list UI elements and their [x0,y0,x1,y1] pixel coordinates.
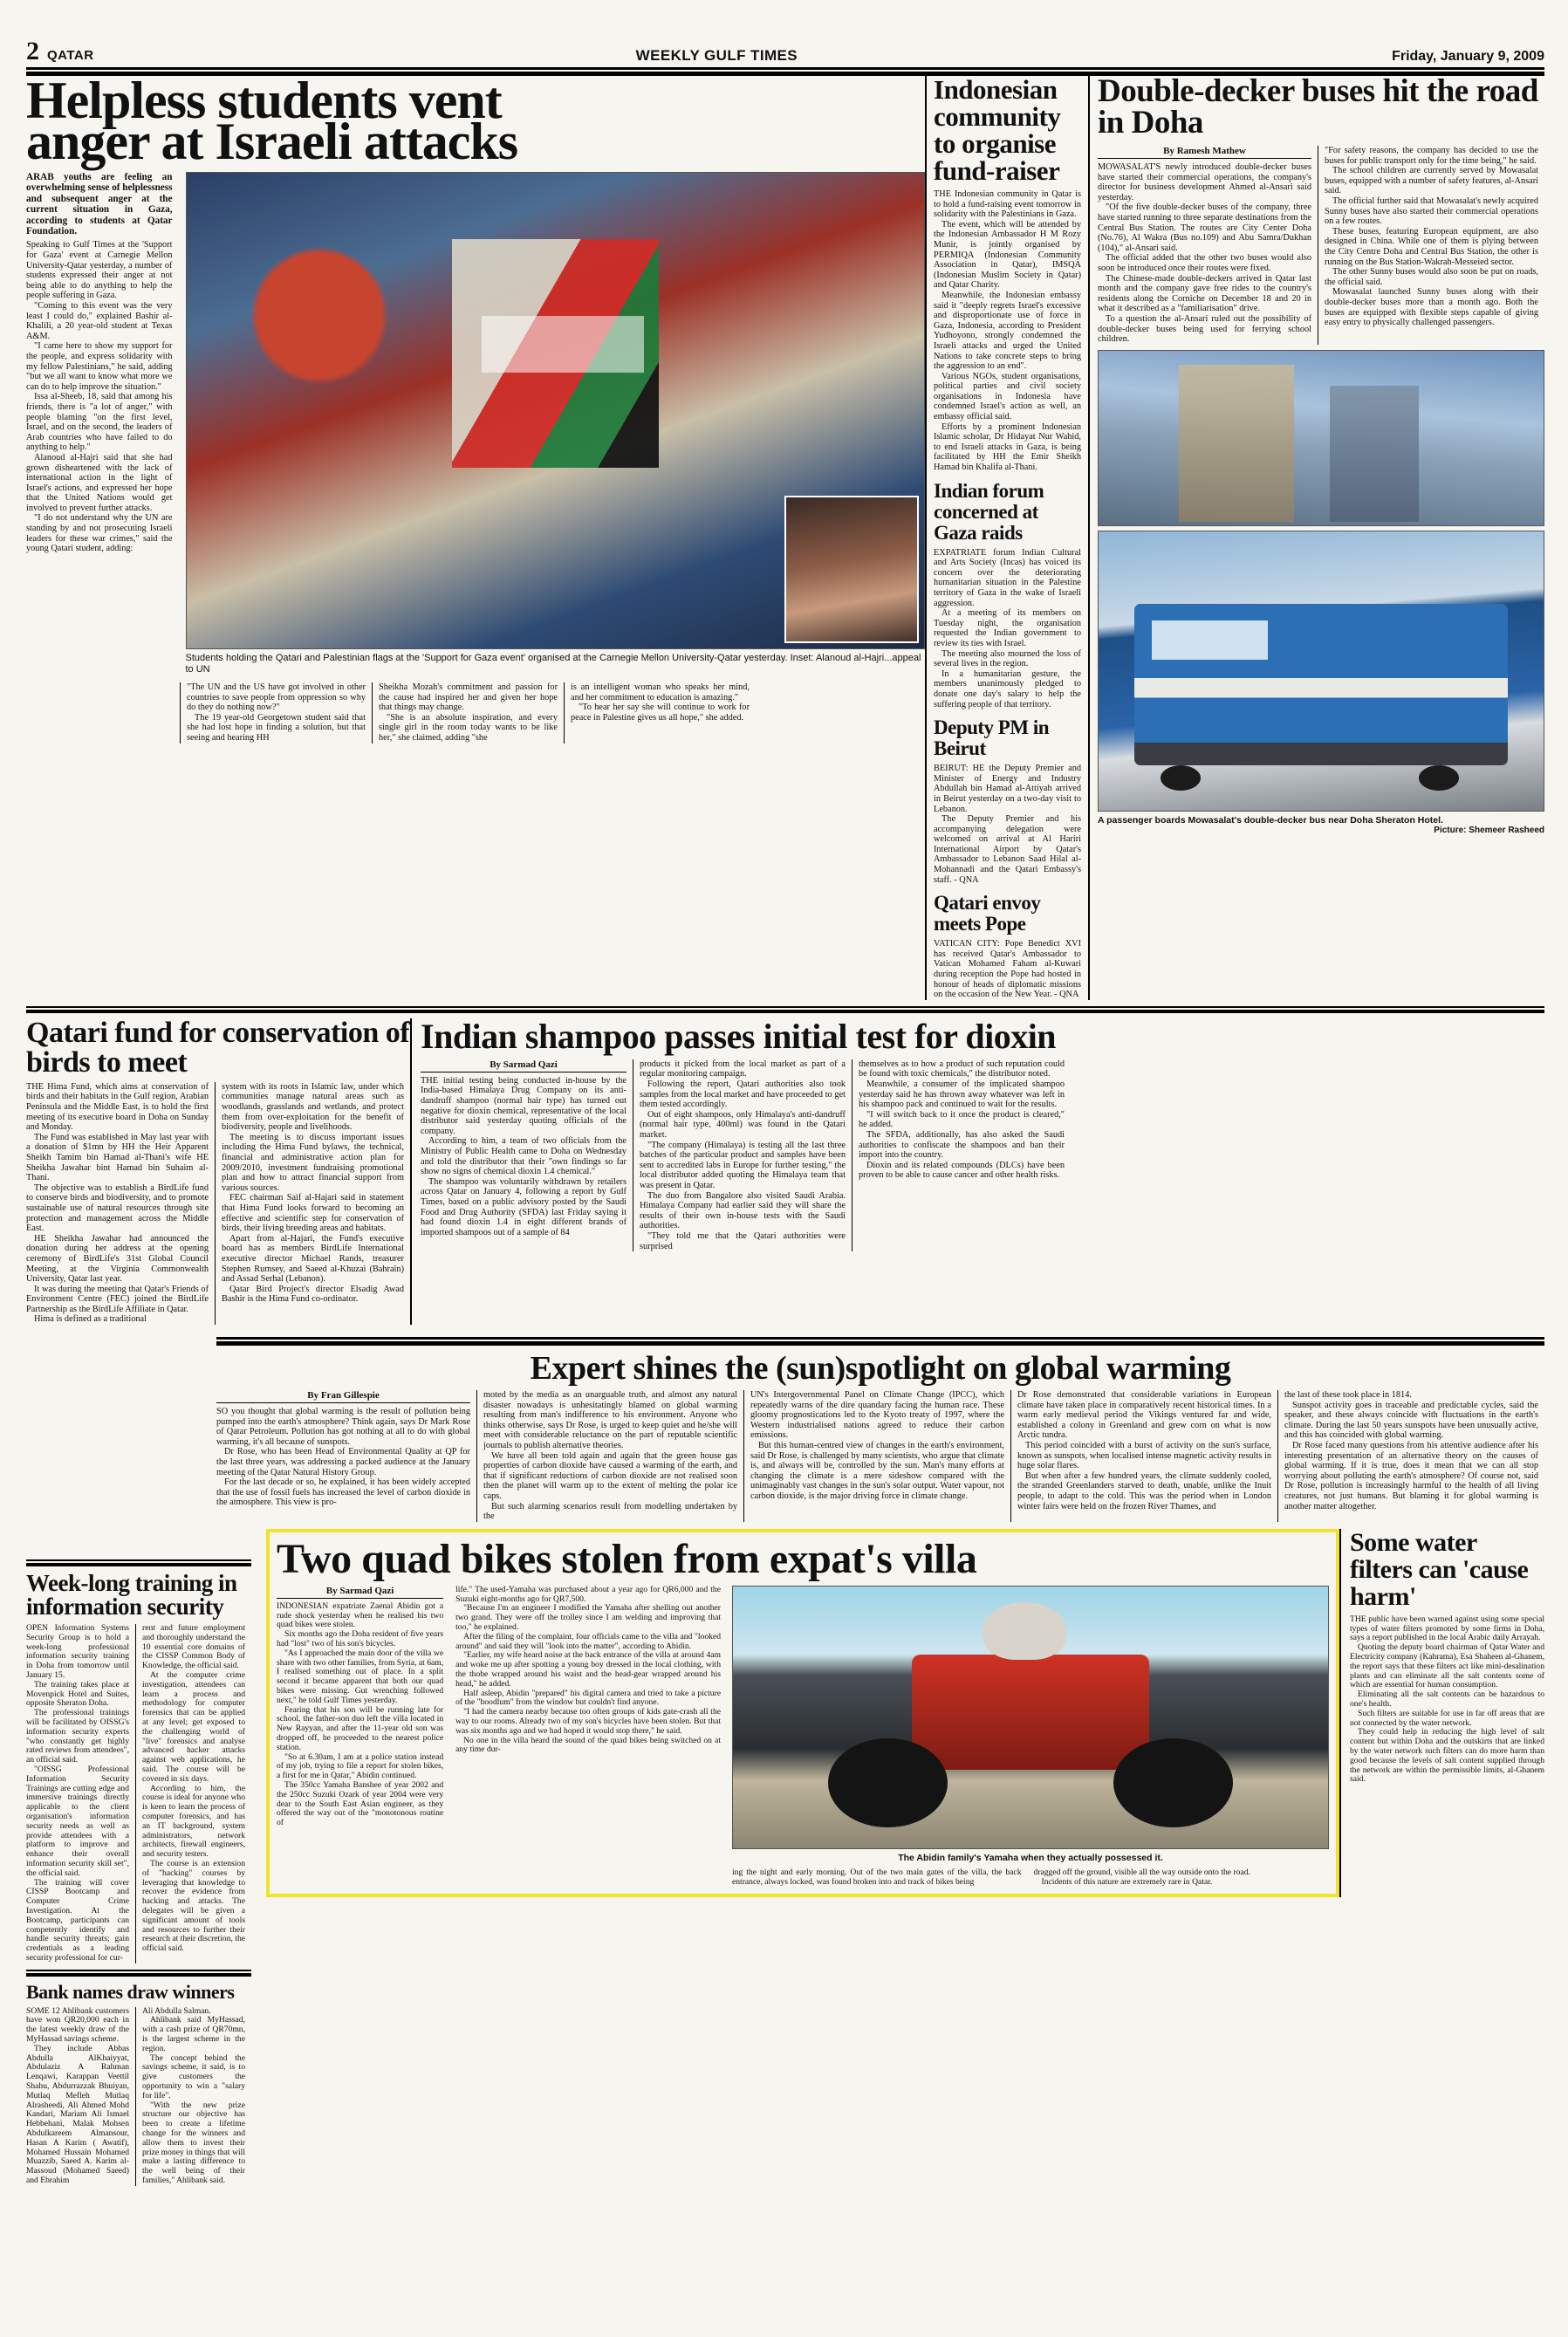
indonesian-body: THE Indonesian community in Qatar is to hold a fund-raising event tomorrow in solidarity with the Palestinians in Gaza. The event, which will be attended by the Indonesian Ambassador H M Rozy Munir, is jointly organised by PERMIQA (Indonesian Community Association in Qatar), IMSQA (Indonesian Muslim Society in Qatar) and Qatar Charity. Meanwhile, the Indonesian embassy said it "deeply regrets Israel's excessive and disproportionate use of force in Gaza, Indonesia, according to President Yudhoyono, strongly condemned the Israeli attacks and urged the United Nations to take concrete steps to bring the aggression to an end". Various NGOs, student organisations, political parties and civil society organisations in Indonesia have condemned Israel's action as well, an embassy official said. Efforts by a prominent Indonesian Islamic scholar, Dr Hidayat Nur Wahid, to end Israeli attacks in Gaza, is being facilitated by HH the Emir Sheikh Hamad bin Khalifa al-Thani. [934,189,1081,473]
water-body: THE public have been warned against using some special types of water filters promoted by some firms in Doha, says a report published in the local Arabic daily Arrayah. Quoting the deputy board chairman of Qatar Water and Electricity company (Kahrama), Esa Shaheen al-Ghanem, the report says that these filters act like mini-desalination plants and can eliminate all the salt contents some of which are essential for human consumption. Eliminating all the salt contents can be hazardous to one's health. Such filters are suitable for use in far off areas that are not connected by the water network. They could help in reducing the high level of salt content but within Doha and the outskirts that are linked by the water network such filters can do more harm than good because the levels of salt content supplied through the network are within the permissible limits, al-Ghanem said. [1350,1614,1544,1785]
lead-col-4: is an intelligent woman who speaks her mind, and her commitment to education is amazing." "To hear her say she will continue to work for peace in Palestine gives us all hope," she added. [564,682,756,744]
inset-portrait-photo [784,496,919,643]
section-label: QATAR [47,48,94,63]
birds-col-1: THE Hima Fund, which aims at conservation of birds and their habitats in the Gulf region, Arabian Peninsula and the Middle East, is to hold the first meeting of its executive board in Doha on Sunday and Monday. The Fund was established in May last year with a donation of $1mn by HH the Heir Apparent Sheikh Tamim bin Hamad al-Thani's wife HE Sheikha Jawahar bint Hamad bin Suhaim al-Thani. The objective was to establish a BirdLife fund to conserve birds and biodiversity, and to promote sustainable use of natural resources through site protection and management across the Middle East. HE Sheikha Jawahar had announced the donation during her address at the opening ceremony of BirdLife's 31st Global Council Meeting, at the Virginia Commonwealth University, Qatar last year. It was during the meeting that Qatar's Friends of Environment Centre (FEC) joined the BirdLife Partnership as the BirdLife Affiliate in Qatar. Hima is defined as a traditional [26,1081,209,1325]
sidebar-column [925,76,1088,1000]
bus-wheel-rear [1419,765,1459,791]
shampoo-col-2: products it picked from the local market as part of a regular monitoring campaign. Following the report, Qatari authorities also took samples from the local market and have proceeded to get them tested accordingly. Out of eight shampoos, only Himalaya's anti-dandruff (normal hair type, 400ml) was found in the Qatari market. "The company (Himalaya) is testing all the last three batches of the particular product and samples have been sent to accredited labs in Europe for further testing," the local distributor added quoting the Himalaya team that was present in Qatar. The duo from Bangalore also visited Saudi Arabia. Himalaya Company had earlier said they will share the results of their own in-house tests with the Saudi authorities. "They told me that the Qatari authorities were surprised [633,1059,852,1251]
bus-photo-credit: Picture: Shemeer Rasheed [1434,825,1544,835]
warming-col-3: UN's Intergovernmental Panel on Climate Change (IPCC), which repeatedly warns of the dire quandary facing the human race. These gloomy prognostications led to the Kyoto treaty of 1997, where the Western industrialised nations agreed to reduce their carbon emissions. But this human-centred view of changes in the earth's environment, said Dr Rose, is challenged by many scientists, who argue that climate is, and always will be, controlled by the sun. Man's many efforts at changing the climate is a mere sideshow compared with the unimaginably vast changes in the sun's solar output. Water vapour, not carbon dioxide, is the major driving force in climate change. [743,1390,1010,1522]
training-col-1: OPEN Information Systems Security Group is to hold a week-long professional information security training in Doha from tomorrow until January 15. The training takes place at Movenpick Hotel and Suites, opposite Sheraton Doha. The professional trainings will be facilitated by OISSG's information security experts "who constantly get highly rated reviews from attendees", an official said. "OISSG Professional Information Security Trainings are cutting edge and immersive trainings directly applicable to the client organisation's information security needs as well as provide attendees with a platform to improve and enhance their overall information security skill set", the official said. The training will cover CISSP Bootcamp and Computer Crime Investigation. At the Bootcamp, participants can competently identify and handle security threats; gain credentials as a leading security professional for cur- [26,1623,129,1963]
bus-window-shape [1152,620,1268,660]
deputy-pm-headline: Deputy PM in Beirut [934,716,1049,760]
tower-building-shape [1179,365,1295,522]
warming-rule [216,1337,1544,1346]
bottom-block [26,1529,1544,1898]
shampoo-col-3: themselves as to how a product of such reputation could be found with toxic chemicals," the distributor noted. Meanwhile, a consumer of the implicated shampoo yesterday said he has thrown away whatever was left in his shampoo pack and continued to wait for the results. "I will switch back to it once the product is cleared," he added. The SFDA, additionally, has also asked the Saudi authorities to confiscate the shampoos and ban their import into the country. Dioxin and its related compounds (DLCs) have been proven to be able to cause cancer and other health risks. [852,1059,1071,1251]
qatari-envoy-headline: Qatari envoy meets Pope [934,892,1041,935]
double-decker-bus-photo [1098,531,1544,812]
left-rail [26,1553,251,2186]
warming-col-5: the last of these took place in 1814. Sunspot activity goes in traceable and predictable cycles, said the speaker, and these always coincide with fluctuations in the earth's climate. During the last 50 years sunspots have been unusually active, and this has coincided with global warming. Dr Rose faced many questions from his attentive audience after his interesting presentation of an alternative theory on the causes of global warming. If it is true, does it mean that we can all stop worrying about polluting the earth's atmosphere? Of course not, said Dr Rose, pollution is increasingly harmful to the health of all living creatures, not just humans. But blaming it for global warming is another matter altogether. [1277,1390,1544,1522]
shampoo-byline: By Sarmad Qazi [421,1059,627,1073]
flag-banner-text [482,316,644,373]
indian-forum-headline: Indian forum concerned at Gaza raids [934,479,1044,544]
indian-forum-body: EXPATRIATE forum Indian Cultural and Arts Society (Incas) has voiced its concern over the deteriorating humanitarian situation in the Palestine territory of Gaza in the wake of Israeli aggression. At a meeting of its members on Tuesday night, the organisation requested the Indian government to review its ties with Israel. The meeting also mourned the loss of several lives in the region. In a humanitarian gesture, the members unanimously pledged to donate one day's salary to help the suffering people of that territory. [934,547,1081,709]
double-decker-story [1088,73,1544,1000]
warming-headline: Expert shines the (sun)spotlight on global warming [530,1350,1231,1388]
lead-photo [186,172,926,649]
quad-photo-wrap [727,1586,1329,1888]
training-headline: Week-long training in information security [26,1570,237,1620]
birds-col-2: system with its roots in Islamic law, under which communities manage natural areas such as woodlands, grasslands and wetlands, and protect them from over-exploitation for the benefit of biodiversity, people and livelihoods. The meeting is to discuss important issues including the Hima Fund bylaws, the technical, financial and administrative action plan for 2009/2010, investment fundraising promotional plan and how to attract financial support from various sources. FEC chairman Saif al-Hajari said in statement that Hima Fund looks forward to becoming an effective and scientific step for conservation of birds, their living breeding areas and habitats. Apart from al-Hajari, the Fund's executive board has as members BirdLife International executive director Michael Rands, treasurer Stephen Rumsey, and Saeed al-Khuzai (Bahrain) and Assad Serhal (Lebanon). Qatar Bird Project's director Elsadig Awad Bashir is the Hima Fund co-ordinator. [215,1082,410,1325]
double-decker-headline: Double-decker buses hit the road in Doha [1098,73,1538,140]
lead-story [26,72,925,1000]
rider-helmet [983,1602,1065,1660]
quad-byline: By Sarmad Qazi [277,1586,443,1599]
quad-wheel-right [1113,1738,1232,1827]
bank-col-2: Ali Abdulla Salman. Ahlibank said MyHassad, with a cash prize of QR70mn, is the largest scheme in the region. The concept behind the savings scheme, it said, is to give customers the opportunity to win a "salary for life". "With the new prize structure our objective has been to create a lifetime change for the winners and allow them to invest their prize money in things that will make a lasting difference to the well being of their families," Ahlibank said. [135,2007,251,2186]
quad-body-shape [912,1655,1150,1770]
tower-photo [1098,350,1544,526]
quad-wheel-left [828,1738,947,1827]
publication-title: WEEKLY GULF TIMES [635,47,798,64]
bus-wheel-front [1161,765,1201,791]
section-rule-1 [26,1006,1544,1013]
bank-headline: Bank names draw winners [26,1980,235,2003]
warming-col-2: moted by the media as an unarguable truth, and almost any natural disaster nowadays is unhesitatingly blamed on global warming resulting from man's indifference to his environment. Anyone who thinks otherwise, says Dr Rose, is urged to keep quiet and he/she will meet with considerable reluctance on the part of reputable scientific journals to publish alternative theories. We have all been told again and again that the green house gas properties of carbon dioxide have caused a warming of the earth, and that if significant reductions of carbon dioxide are not realised soon then the planet will warm up to the extent of melting the polar ice caps. But such alarming scenarios result from modelling undertaken by the [476,1390,743,1522]
warming-col-1: By Fran Gillespie SO you thought that global warming is the result of pollution being pumped into the earth's atmosphere? Think again, says Dr Mark Rose of Qatar Petroleum. Pollution has got nothing at all to do with global warming, it's all because of sunspots. Dr Rose, who has been Head of Environmental Quality at QP for the last three years, was addressing a packed audience at the January meeting of the Qatar Natural History Group. For the last decade or so, he explained, it has been widely accepted that the use of fossil fuels has increased the level of carbon dioxide in the atmosphere. This view is pro- [216,1390,470,1508]
deputy-pm-body: BEIRUT: HE the Deputy Premier and Minister of Energy and Industry Abdullah bin Hamad al-Attiyah arrived in Beirut yesterday on a two-day visit to Lebanon. The Deputy Premier and his accompanying delegation were welcomed on arrival at Al Hariri International Airport by Qatar's Ambassador to Lebanon Saad Hilal al-Mohannadi and the Qatari Embassy's staff. - QNA [934,764,1081,885]
lead-photo-caption: Students holding the Qatari and Palestinian flags at the 'Support for Gaza event' organised at the Carnegie Mellon University-Qatar yesterday. Inset: Alanoud al-Hajri...appeal to UN [185,653,921,675]
quad-bike-photo [732,1586,1329,1849]
indonesian-headline: Indonesian community to organise fund-raiser [934,74,1061,186]
middle-block [26,1018,1544,1325]
bank-rule [26,1970,251,1977]
qatari-envoy-body: VATICAN CITY: Pope Benedict XVI has received Qatar's Ambassador to Vatican Mohamed Faham al-Kuwari during reception the Pope had hosted in honour of heads of diplomatic missions on the occasion of the New Year. - QNA [934,939,1081,1000]
warming-col-4: Dr Rose demonstrated that considerable variations in European climate have taken place in comparatively recent historical times. In a warm early medieval period the Vikings ventured far and wide, established a colony in Greenland and grew corn on what is now Arctic tundra. This period coincided with a burst of activity on the sun's surface, known as sunspots, when localised intense magnetic activity results in huge solar flares. But when after a few hundred years, the climate suddenly cooled, the stranded Greenlanders starved to death, unable, unlike the Inuit people, to adapt to the cold. This was the period when in London winter fairs were held on the frozen River Thames, and [1010,1390,1277,1522]
warming-byline: By Fran Gillespie [216,1390,470,1403]
lead-paragraph: ARAB youths are feeling an overwhelming sense of helplessness and subsequent anger at the current situation in Gaza, according to students at Qatar Foundation. [26,172,173,237]
lead-col1-text: Speaking to Gulf Times at the 'Support for Gaza' event at Carnegie Mellon University-Qatar yesterday, a number of students expressed their anger at not being able to do anything to help the people suffering in Gaza. "Coming to this event was the very least I could do," explained Bashir al-Khalili, a 20 year-old student at Texas A&M. "I came here to show my support for the people, and express solidarity with my fellow Palestinians," he said, adding "but we all want to know what more we can do to help improve the situation." Issa al-Sheeb, 18, said that among his friends, there is "a lot of anger," with people blaming "on the first level, Israel, and on the second, the leaders of Arab countries who have failed to do anything to help." Alanoud al-Hajri said that she had grown disheartened with the lack of international action in the light of Israel's actions, and expressed her hope that the United Nations would get involved to prevent further attacks. "I do not understand why the UN are standing by and not prosecuting Israeli leaders for these war crimes," said the young Qatari student, adding: [26,240,173,554]
quad-photo-caption: The Abidin family's Yamaha when they actually possessed it. [898,1852,1163,1863]
shampoo-headline: Indian shampoo passes initial test for dioxin [421,1016,1057,1056]
double-decker-col-2: "For safety reasons, the company has decided to use the buses for public transport only for the time being," he said. The school children are currently served by Mowasalat buses, equipped with a number of safety features, al-Ansari said. The official further said that Mowasalat's newly acquired Sunny buses have also started their commercial operations on a few routes. These buses, featuring European equipment, are also designed in China. While one of them is plying between the City Centre Doha and Central Bus Station, the other is running on the Bus Station-Wakrah-Messeied sector. The other Sunny buses would also soon be put on roads, the official said. Mowasalat launched Sunny buses along with their double-decker buses more than a month ago. Both the buses are equipped with flexible steps capable of giving easy entry to physically challenged passengers. [1318,146,1544,345]
lead-headline-line1: Helpless students vent [26,72,502,129]
masthead-left [26,38,94,65]
tower-building-shape-2 [1330,386,1419,522]
quad-headline: Two quad bikes stolen from expat's villa [277,1535,977,1582]
lead-col-2: "The UN and the US have got involved in other countries to save people from oppression so why do they do nothing now?" The 19 year-old Georgetown student said that she had lost hope in finding a solution, but that seeing and hearing HH [180,682,372,744]
bank-col-1: SOME 12 Ahlibank customers have won QR20,000 each in the latest weekly draw of the MyHassad savings scheme. They include Abbas Abdulla AlKhaiyyat, Abdulaziz A Rahman Lenqawi, Karappan Veettil Shahu, Abdurrazzak Bhuiyan, Mutlaq Mefleh Mutlaq Alrasheedi, Ali Ahmed Mohd Kandari, Mariam Ali Ismael Hebbehani, Malak Mohsen Abdulkareem Almansour, Hasan A Karim ( Awatif), Mohamed Hussain Mohamed Muazzib, Saeed A. Karim al-Massoud (Mohamed Saeed) and Ebrahim [26,2005,129,2186]
lead-headline-line2: anger at Israeli attacks [26,113,518,170]
quad-col-2: life." The used-Yamaha was purchased about a year ago for QR6,000 and the Suzuki eight-months ago for QR7,500. "Because I'm an engineer I modified the Yamaha after shelling out another two grand. They were off the trolley since I am welding and improving that too," he explained. After the filing of the complaint, four officials came to the villa and "looked around" and said they will "look into the matter", according to Abidin. "Earlier, my wife heard noise at the back entrance of the villa at around 4am and woke me up after spotting a young boy dressed in the local clothing, with the thobe wrapped around his waist and the head-gear wrapped around his head," he added. Half asleep, Abidin "prepared" his digital camera and tried to take a picture of the "hoodlum" from the window but couldn't find anyone. "I had the camera nearby because too often groups of kids gate-crash all the way to our rooms. Already two of my son's bicycles have been stolen. But that was six months ago and we had hoped it would stop there," he said. No one in the villa heard the sound of the quad bikes being switched on at any time dur- [455,1584,721,1755]
issue-date: Friday, January 9, 2009 [1392,49,1544,64]
quad-col-3: ing the night and early morning. Out of the two main gates of the villa, the back entrance, always locked, was found broken into and track of bikes being [732,1867,1022,1887]
warming-left-gutter [26,1330,216,1522]
water-headline: Some water filters can 'cause harm' [1350,1527,1529,1611]
water-story [1339,1529,1544,1898]
bus-photo-caption: A passenger boards Mowasalat's double-decker bus near Doha Sheraton Hotel. [1098,814,1443,826]
double-decker-byline: By Ramesh Mathew [1098,146,1311,159]
birds-story [26,1018,410,1325]
lead-col-1 [26,172,179,675]
training-rule [26,1559,251,1566]
masthead [26,35,1544,65]
training-col-2: rent and future employment and thoroughly understand the 10 essential core domains of the CISSP Common Body of Knowledge, the official said. At the computer crime investigation, attendees can learn a process and methodology for computer forensics that can be applied at any level; get exposed to the challenging world of "live" forensics and analyse advanced hacker attacks against web applications, he said. The course will be covered in six days. According to him, the course is ideal for anyone who is keen to learn the process of computer forensics, and has an IT background, system administrators, network architects, firewall engineers, and security testers. The course is an extension of "hacking" courses by leveraging that knowledge to recover the evidence from hacking and attacks. The delegates will be given a significant amount of tools and resources to further their research at their discretion, the official said. [135,1624,251,1963]
shampoo-story [410,1018,1071,1325]
top-block [26,72,1544,1000]
page-number: 2 [26,37,39,65]
quad-col-1: By Sarmad Qazi INDONESIAN expatriate Zaenal Abidin got a rude shock yesterday when he realised his two quad bikes were stolen. Six months ago the Doha resident of five years had "lost" two of his son's bicycles. "As I approached the main door of the villa we share with two other families, from Syria, at 6am, I realised something out of place. In a split second it became apparent that both our quad bikes were missing. Gut wrenching followed next," he told Gulf Times yesterday. Fearing that his son will be running late for school, the father-son duo left the villa located in New Rayyan, and after the 11-year old son was dropped off, he proceeded to the nearest police station. "So at 6.30am, I am at a police station instead of my job, trying to file a report for stolen bikes, a first for me in Qatar," Abidin continued. The 350cc Yamaha Banshee of year 2002 and the 250cc Suzuki Ozark of year 2004 were very dear to the South East Asian engineer, as they offered the way out of the "monotonous routine of [277,1585,444,1828]
lead-col-3: Sheikha Mozah's commitment and passion for the cause had inspired her and given her hope that things may change. "She is an absolute inspiration, and every single girl in the room today wants to be like her," she claimed, adding "she [372,682,564,744]
warming-band [26,1330,1544,1522]
lead-photo-wrap [179,172,926,675]
birds-headline: Qatari fund for conservation of birds to meet [26,1016,410,1079]
shampoo-col-1: By Sarmad Qazi THE initial testing being conducted in-house by the India-based Himalaya Drug Company on its anti-dandruff shampoo (normal hair type) has turned out negative for dioxin chemical, representative of the local distributor said yesterday quoting officials of the company. According to him, a team of two officials from the Ministry of Public Health came to Doha on Wednesday and told the distributor that their "own findings so far show no signs of chemical dioxin 1.4 chemical." The shampoo was voluntarily withdrawn by retailers across Qatar on January 4, following a report by Gulf Times, based on a public advisory posted by the Saudi Food and Drug Authority (SFDA) last Friday saying it had found dioxin 1.4 in eight different brands of imported shampoos out of a sample of 84 [421,1059,627,1237]
double-decker-col-1: By Ramesh Mathew MOWASALAT'S newly introduced double-decker buses have started their commercial operations, the company's director for business development Ahmed al-Ansari said yesterday. "Of the five double-decker buses of the company, three have started running to three separate destinations from the Central Bus Station. The routes are City Center Doha (No.76), Al Wakra (Bus no.109) and Abu Samra/Dukhan (104)," al-Ansari said. The official added that the other two buses would also soon be introduced once their routes were fixed. The Chinese-made double-deckers arrived in Qatar last month and the company gave free rides to the country's residents along the Corniche on December 18 and 20 in what it described as a "familiarisation" drive. To a question the al-Ansari ruled out the possibility of double-decker buses being used for ferrying school children. [1098,146,1311,345]
quad-story [266,1529,1339,1898]
quad-col-4: dragged off the ground, visible all the way outside onto the road. Incidents of this nature are extremely rare in Qatar. [1033,1867,1250,1887]
